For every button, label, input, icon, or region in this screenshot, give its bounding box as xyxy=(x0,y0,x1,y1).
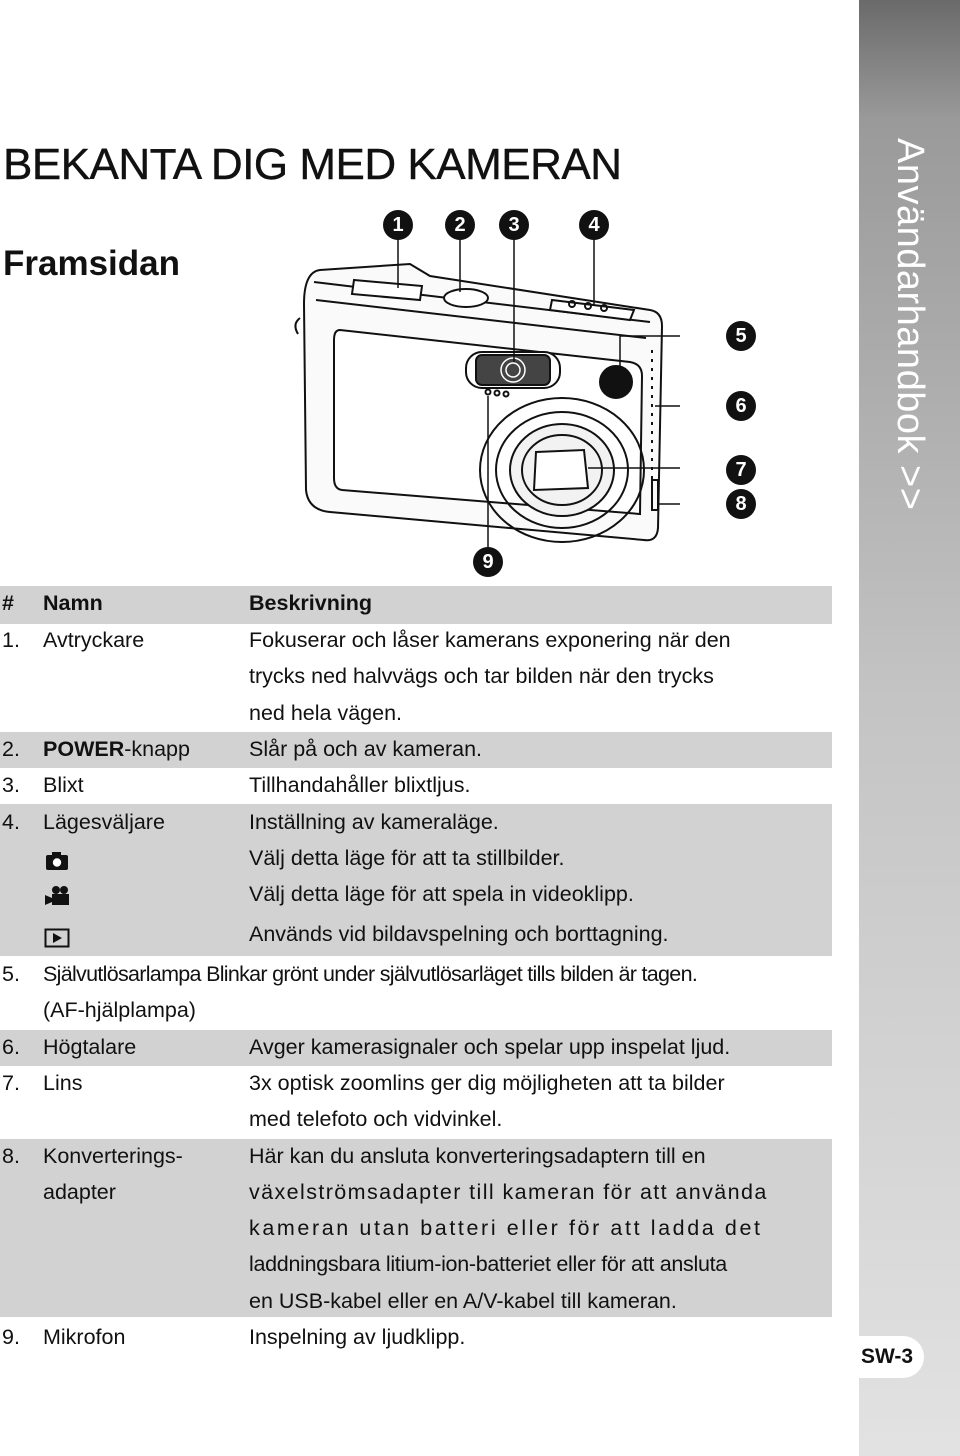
page-title: BEKANTA DIG MED KAMERAN xyxy=(3,140,622,189)
row-2-name-bold: POWER xyxy=(43,737,125,761)
row-3-name: Blixt xyxy=(43,773,84,797)
section-title: Framsidan xyxy=(3,244,180,283)
header-desc: Beskrivning xyxy=(249,591,373,615)
video-mode-icon xyxy=(44,884,72,908)
row-3-num: 3. xyxy=(2,773,20,797)
callout-7: 7 xyxy=(726,455,756,485)
row-7-num: 7. xyxy=(2,1071,20,1095)
row-4-desc: Inställning av kameraläge. xyxy=(249,810,499,834)
row-2-desc: Slår på och av kameran. xyxy=(249,737,483,761)
row-7-desc-line-1: 3x optisk zoomlins ger dig möjligheten att ta bilder xyxy=(249,1071,725,1095)
row-4-mode-3-desc: Används vid bildavspelning och borttagning. xyxy=(249,922,669,946)
row-5-line xyxy=(43,962,697,987)
header-num: # xyxy=(2,591,14,615)
callout-1: 1 xyxy=(383,210,413,240)
camera-mode-icon xyxy=(44,850,70,872)
row-6-num: 6. xyxy=(2,1035,20,1059)
row-7-name: Lins xyxy=(43,1071,83,1095)
playback-mode-icon xyxy=(44,928,70,948)
callout-6: 6 xyxy=(726,391,756,421)
callout-9: 9 xyxy=(473,547,503,577)
row-1-name: Avtryckare xyxy=(43,628,145,652)
side-title: Användarhandbok >> xyxy=(889,138,931,511)
row-7-desc-line-2: med telefoto och vidvinkel. xyxy=(249,1107,503,1131)
row-4-num: 4. xyxy=(2,810,20,834)
row-1-desc-line-2: trycks ned halvvägs och tar bilden när den trycks xyxy=(249,664,714,688)
row-9-num: 9. xyxy=(2,1325,20,1349)
row-8-desc-line-3: kameran utan batteri eller för att ladda det xyxy=(249,1216,763,1240)
page-number: SW-3 xyxy=(850,1336,924,1378)
callout-8: 8 xyxy=(726,489,756,519)
row-5-name: Självutlösarlampa xyxy=(43,962,201,986)
row-2-num: 2. xyxy=(2,737,20,761)
callout-3: 3 xyxy=(499,210,529,240)
row-2-name xyxy=(43,737,190,762)
row-5-num: 5. xyxy=(2,962,20,986)
row-9-desc: Inspelning av ljudklipp. xyxy=(249,1325,466,1349)
row-4-mode-2-desc: Välj detta läge för att spela in videoklipp. xyxy=(249,882,634,906)
row-4-mode-1-desc: Välj detta läge för att ta stillbilder. xyxy=(249,846,565,870)
row-8-desc-line-2: växelströmsadapter till kameran för att använda xyxy=(249,1180,768,1204)
row-8-num: 8. xyxy=(2,1144,20,1168)
row-5-name-2: (AF-hjälplampa) xyxy=(43,998,196,1022)
row-2-name-rest: -knapp xyxy=(124,737,190,761)
row-3-desc: Tillhandahåller blixtljus. xyxy=(249,773,471,797)
row-1-desc-line-3: ned hela vägen. xyxy=(249,701,403,725)
row-1-desc-line-1: Fokuserar och låser kamerans exponering när den xyxy=(249,628,731,652)
row-9-name: Mikrofon xyxy=(43,1325,126,1349)
callout-5: 5 xyxy=(726,321,756,351)
row-5-desc: Blinkar grönt under självutlösarläget tills bilden är tagen. xyxy=(206,962,698,986)
table-header-band xyxy=(0,586,832,624)
row-8-desc-line-5: en USB-kabel eller en A/V-kabel till kameran. xyxy=(249,1289,677,1313)
row-8-name-2: adapter xyxy=(43,1180,116,1204)
callout-4: 4 xyxy=(579,210,609,240)
camera-front-illustration xyxy=(290,200,680,560)
header-name: Namn xyxy=(43,591,103,615)
row-8-desc-line-4: laddningsbara litium-ion-batteriet eller för att ansluta xyxy=(249,1252,727,1276)
row-4-name: Lägesväljare xyxy=(43,810,165,834)
row-8-desc-line-1: Här kan du ansluta konverteringsadaptern till en xyxy=(249,1144,706,1168)
row-6-desc: Avger kamerasignaler och spelar upp inspelat ljud. xyxy=(249,1035,731,1059)
callout-2: 2 xyxy=(445,210,475,240)
row-6-name: Högtalare xyxy=(43,1035,137,1059)
row-1-num: 1. xyxy=(2,628,20,652)
row-8-name: Konverterings- xyxy=(43,1144,183,1168)
